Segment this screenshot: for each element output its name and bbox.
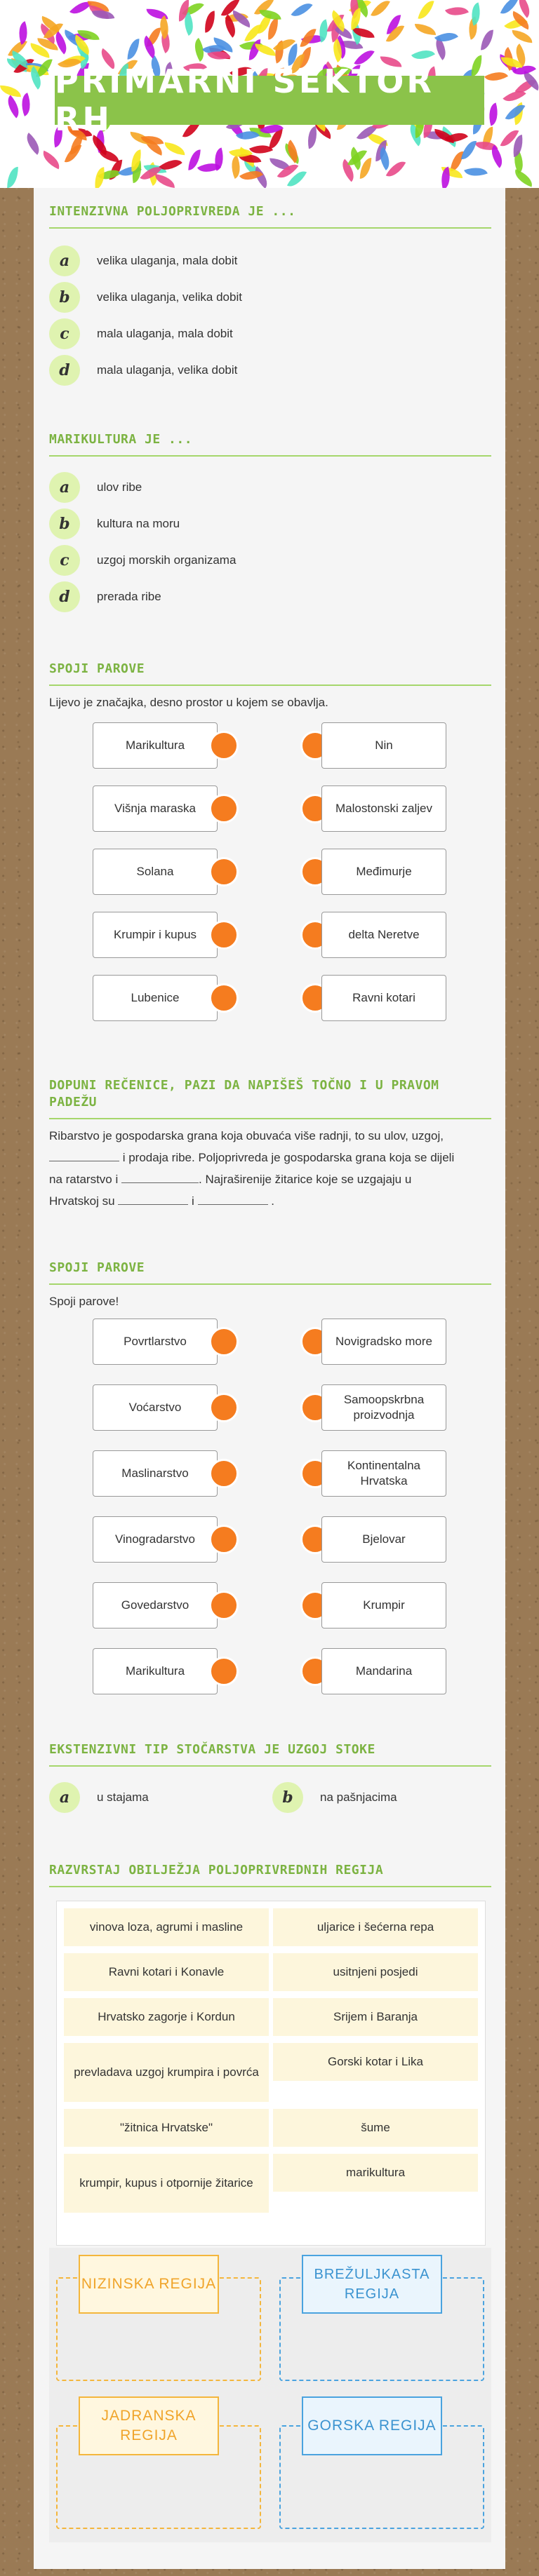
option-badge[interactable]: b — [272, 1782, 303, 1813]
option-badge[interactable]: d — [49, 355, 80, 386]
option-a[interactable] — [49, 245, 237, 276]
text-fragment: na ratarstvo i — [49, 1173, 119, 1186]
match-left-item: Povrtlarstvo — [93, 1319, 218, 1365]
option-label: kultura na moru — [97, 517, 180, 530]
sortable-item[interactable]: krumpir, kupus i otpornije žitarice — [64, 2154, 269, 2213]
option-label: velika ulaganja, velika dobit — [97, 290, 242, 304]
sortable-items-box — [56, 1901, 486, 2246]
question-spoji-parove-2 — [49, 1260, 491, 1308]
leaf-decoration — [512, 169, 535, 187]
leaf-decoration — [418, 0, 434, 22]
page-title: PRIMARNI SEKTOR RH — [55, 62, 434, 138]
question-title: RAZVRSTAJ OBILJEŽJA POLJOPRIVREDNIH REGIJA — [49, 1862, 491, 1887]
fill-paragraph — [49, 1125, 491, 1212]
question-instruction: Spoji parove! — [49, 1295, 119, 1308]
question-title: EKSTENZIVNI TIP STOČARSTVA JE UZGOJ STOKE — [49, 1741, 491, 1767]
leaf-decoration — [291, 0, 312, 22]
match-right-item: Samoopskrbna proizvodnja — [321, 1384, 446, 1431]
text-fragment: Ribarstvo je gospodarska grana koja obuvaća više radnji, to su ulov, uzgoj, — [49, 1129, 444, 1142]
match-left-item: Voćarstvo — [93, 1384, 218, 1431]
match-left-connector[interactable] — [209, 983, 239, 1013]
option-badge[interactable]: c — [49, 545, 80, 576]
match-left-item: Govedarstvo — [93, 1582, 218, 1628]
region-label-brezuljkasta: BREŽULJKASTA REGIJA — [302, 2255, 442, 2314]
leaf-decoration — [22, 133, 45, 155]
leaf-decoration — [360, 158, 372, 179]
text-fragment: . Najraširenije žitarice koje se uzgajaju u — [199, 1173, 412, 1186]
match-right-item: Malostonski zaljev — [321, 785, 446, 832]
option-label: na pašnjacima — [320, 1791, 397, 1804]
blank-input-2[interactable] — [121, 1171, 199, 1183]
leaf-decoration — [445, 2, 469, 20]
region-label-gorska: GORSKA REGIJA — [302, 2396, 442, 2455]
match-right-item: Mandarina — [321, 1648, 446, 1694]
match-right-item: Ravni kotari — [321, 975, 446, 1021]
leaf-decoration — [484, 67, 508, 87]
match-right-item: Krumpir — [321, 1582, 446, 1628]
text-fragment: Hrvatskoj su — [49, 1194, 115, 1208]
question-title: DOPUNI REČENICE, PAZI DA NAPIŠEŠ TOČNO I U PRAVOM PADEŽU — [49, 1077, 491, 1119]
option-badge[interactable]: c — [49, 318, 80, 349]
option-b[interactable] — [272, 1782, 397, 1813]
match-left-item: Vinogradarstvo — [93, 1516, 218, 1563]
match-left-connector[interactable] — [209, 1327, 239, 1356]
sortable-item[interactable]: marikultura — [273, 2154, 478, 2192]
option-label: velika ulaganja, mala dobit — [97, 254, 238, 267]
question-ekstenzivni — [49, 1741, 491, 1819]
question-instruction: Lijevo je značajka, desno prostor u kojem se obavlja. — [49, 696, 328, 709]
sortable-item[interactable]: "žitnica Hrvatske" — [64, 2109, 269, 2147]
match-right-item: Bjelovar — [321, 1516, 446, 1563]
sortable-item[interactable]: uljarice i šećerna repa — [273, 1908, 478, 1946]
question-title: SPOJI PAROVE — [49, 1260, 491, 1285]
option-badge[interactable]: a — [49, 1782, 80, 1813]
option-badge[interactable]: a — [49, 472, 80, 503]
match-left-item: Solana — [93, 849, 218, 895]
option-label: mala ulaganja, mala dobit — [97, 327, 233, 340]
sortable-item[interactable]: Ravni kotari i Konavle — [64, 1953, 269, 1991]
sortable-item[interactable]: usitnjeni posjedi — [273, 1953, 478, 1991]
match-left-item: Lubenice — [93, 975, 218, 1021]
leaf-decoration — [371, 0, 390, 20]
leaf-decoration — [465, 163, 488, 180]
option-d[interactable] — [49, 581, 161, 612]
header-banner — [0, 0, 539, 188]
sortable-item[interactable]: prevladava uzgoj krumpira i povrća — [64, 2043, 269, 2102]
leaf-decoration — [154, 174, 176, 188]
match-left-item: Višnja maraska — [93, 785, 218, 832]
leaf-decoration — [415, 24, 436, 35]
leaf-decoration — [2, 95, 25, 119]
option-label: ulov ribe — [97, 480, 142, 494]
leaf-decoration — [254, 43, 276, 56]
match-left-item: Krumpir i kupus — [93, 912, 218, 958]
match-left-connector[interactable] — [209, 1459, 239, 1488]
text-fragment: . — [271, 1194, 274, 1208]
region-label-nizinska: NIZINSKA REGIJA — [79, 2255, 219, 2314]
leaf-decoration — [481, 29, 493, 51]
option-label: mala ulaganja, velika dobit — [97, 363, 238, 377]
blank-input-4[interactable] — [198, 1193, 268, 1205]
option-label: uzgoj morskih organizama — [97, 553, 237, 567]
match-left-item: Marikultura — [93, 1648, 218, 1694]
sortable-item[interactable]: šume — [273, 2109, 478, 2147]
question-dopuni — [49, 1077, 491, 1218]
match-right-item: Međimurje — [321, 849, 446, 895]
match-right-item: Novigradsko more — [321, 1319, 446, 1365]
region-label-jadranska: JADRANSKA REGIJA — [79, 2396, 219, 2455]
question-title: INTENZIVNA POLJOPRIVREDA JE ... — [49, 203, 491, 229]
option-badge[interactable]: b — [49, 282, 80, 313]
option-badge[interactable]: a — [49, 245, 80, 276]
match-left-connector[interactable] — [209, 731, 239, 760]
sortable-item[interactable]: Gorski kotar i Lika — [273, 2043, 478, 2081]
sortable-item[interactable]: Hrvatsko zagorje i Kordun — [64, 1998, 269, 2036]
leaf-decoration — [460, 138, 476, 161]
match-right-item: delta Neretve — [321, 912, 446, 958]
sortable-item[interactable]: Srijem i Baranja — [273, 1998, 478, 2036]
match-left-connector[interactable] — [209, 857, 239, 886]
question-title: MARIKULTURA JE ... — [49, 431, 491, 457]
sortable-item[interactable]: vinova loza, agrumi i masline — [64, 1908, 269, 1946]
question-razvrstaj — [49, 1862, 491, 1890]
option-a[interactable] — [49, 1782, 149, 1813]
match-left-item: Marikultura — [93, 722, 218, 769]
option-d[interactable] — [49, 355, 237, 386]
leaf-decoration — [411, 44, 435, 65]
blank-input-1[interactable] — [49, 1149, 119, 1161]
leaf-decoration — [128, 38, 140, 60]
leaf-decoration — [15, 21, 32, 45]
leaf-decoration — [39, 151, 63, 170]
leaf-decoration — [7, 166, 19, 187]
leaf-decoration — [164, 142, 185, 156]
leaf-decoration — [204, 11, 217, 32]
option-a[interactable] — [49, 472, 142, 503]
drop-zones-area — [49, 2248, 491, 2542]
question-title: SPOJI PAROVE — [49, 661, 491, 686]
leaf-decoration — [486, 102, 503, 126]
option-badge[interactable]: b — [49, 508, 80, 539]
option-b[interactable] — [49, 508, 180, 539]
match-left-connector[interactable] — [209, 920, 239, 950]
option-badge[interactable]: d — [49, 581, 80, 612]
text-fragment: i — [192, 1194, 194, 1208]
text-fragment: i prodaja ribe. Poljoprivreda je gospodarska grana koja se dijeli — [119, 1151, 455, 1164]
match-left-connector[interactable] — [209, 1657, 239, 1686]
match-right-item: Nin — [321, 722, 446, 769]
leaf-decoration — [511, 30, 533, 43]
match-left-connector[interactable] — [209, 1591, 239, 1620]
match-left-item: Maslinarstvo — [93, 1450, 218, 1497]
blank-input-3[interactable] — [118, 1193, 188, 1205]
leaf-decoration — [0, 86, 21, 97]
question-intenzivna — [49, 203, 491, 386]
match-left-connector[interactable] — [209, 1525, 239, 1554]
match-left-connector[interactable] — [209, 794, 239, 823]
option-b[interactable] — [49, 282, 242, 313]
option-c[interactable] — [49, 545, 236, 576]
leaf-decoration — [281, 140, 303, 163]
title-box — [55, 62, 484, 138]
match-left-connector[interactable] — [209, 1393, 239, 1422]
question-marikultura — [49, 431, 491, 614]
option-label: u stajama — [97, 1791, 149, 1804]
option-label: prerada ribe — [97, 590, 161, 603]
option-c[interactable] — [49, 318, 233, 349]
match-right-item: Kontinentalna Hrvatska — [321, 1450, 446, 1497]
